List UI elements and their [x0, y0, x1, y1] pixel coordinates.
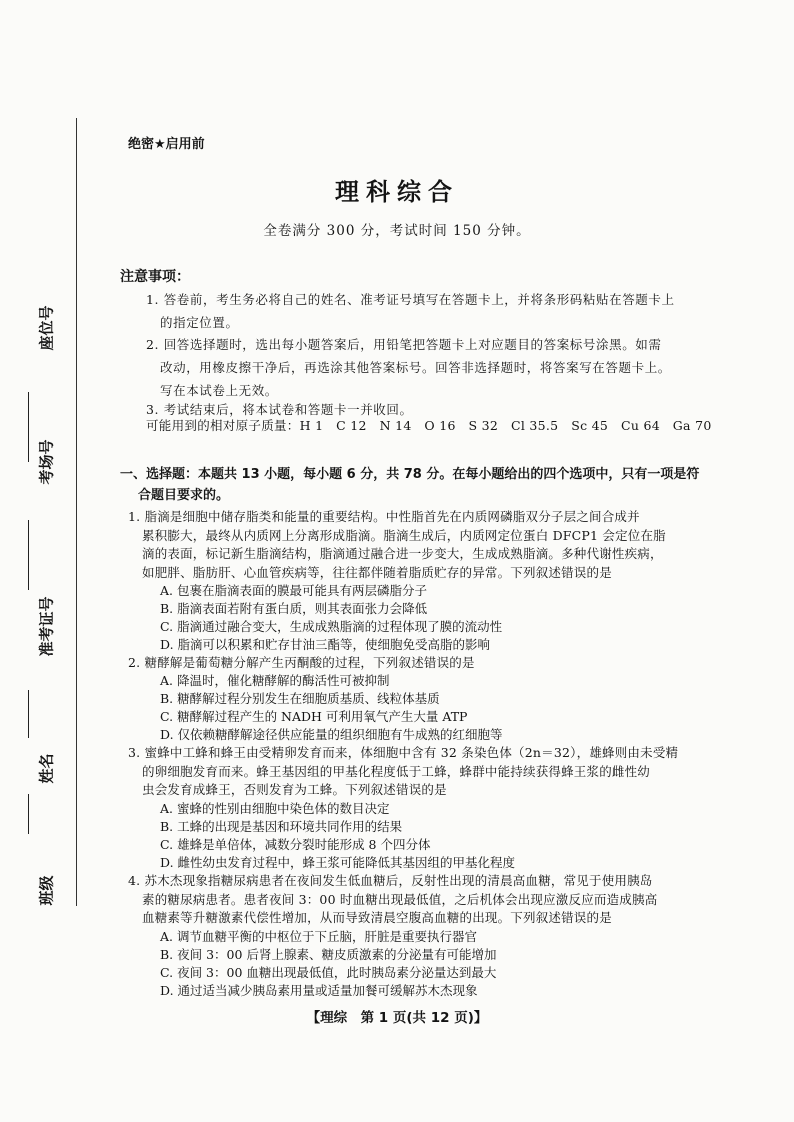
- question-4-option-d: D. 通过适当减少胰岛素用量或适量加餐可缓解苏木杰现象: [160, 983, 478, 998]
- name-rule: [28, 794, 29, 834]
- question-4-line-1: 4. 苏木杰现象指糖尿病患者在夜间发生低血糖后，反射性出现的清晨高血糖，常见于使用胰岛: [128, 873, 653, 888]
- question-2-stem: 2. 糖酵解是葡萄糖分解产生丙酮酸的过程，下列叙述错误的是: [128, 655, 475, 670]
- notice-heading: 注意事项：: [120, 269, 190, 285]
- question-3-option-c: C. 雄蜂是单倍体，减数分裂时能形成 8 个四分体: [160, 837, 431, 852]
- page-footer: 【理综 第 1 页(共 12 页)】: [306, 1010, 488, 1026]
- class-label: 班级: [37, 875, 56, 906]
- ticket-label: 准考证号: [37, 596, 56, 657]
- notice-item-1: [146, 288, 720, 334]
- room-label: 考场号: [37, 439, 56, 485]
- atomic-masses: 可能用到的相对原子质量：H 1 C 12 N 14 O 16 S 32 Cl 35.5 Sc 45 Cu 64 Ga 70: [146, 418, 712, 433]
- seat-field: [28, 290, 64, 390]
- question-1-line-2: 累积膨大，最终从内质网上分离形成脂滴。脂滴生成后，内质网定位蛋白 DFCP1 会定位在脂: [142, 527, 666, 543]
- room-rule: [28, 520, 29, 590]
- question-3-option-a: A. 蜜蜂的性别由细胞中染色体的数目决定: [160, 801, 390, 816]
- question-2-option-c: C. 糖酵解过程产生的 NADH 可利用氧气产生大量 ATP: [160, 709, 468, 724]
- notice-item-1-line-2: 的指定位置。: [160, 315, 239, 330]
- question-3-line-3: 虫会发育成蜂王，否则发育为工蜂。下列叙述错误的是: [142, 782, 447, 798]
- section-heading-line-2: 合题目要求的。: [138, 488, 230, 503]
- notice-item-1-line-1: 1. 答卷前，考生务必将自己的姓名、准考证号填写在答题卡上，并将条形码粘贴在答题卡上: [146, 292, 675, 307]
- question-3-line-1: 3. 蜜蜂中工蜂和蜂王由受精卵发育而来，体细胞中含有 32 条染色体（2n＝32），雄蜂则由未受精: [128, 745, 679, 760]
- room-field: [28, 439, 64, 556]
- notice-item-2-line-1: 2. 回答选择题时，选出每小题答案后，用铅笔把答题卡上对应题目的答案标号涂黑。如需: [146, 337, 662, 352]
- confidential-mark: 绝密★启用前: [128, 137, 205, 152]
- notice-item-2-line-3: 写在本试卷上无效。: [160, 383, 278, 398]
- ticket-field: [28, 598, 64, 698]
- question-2-option-a: A. 降温时，催化糖酵解的酶活性可被抑制: [160, 673, 390, 688]
- exam-subtitle: 全卷满分 300 分，考试时间 150 分钟。: [263, 223, 531, 239]
- question-4-line-2: 素的糖尿病患者。患者夜间 3：00 时血糖出现最低值，之后机体会出现应激反应而造成胰高: [142, 891, 658, 907]
- question-3-option-d: D. 雌性幼虫发育过程中，蜂王浆可能降低其基因组的甲基化程度: [160, 855, 516, 870]
- exam-title: 理科综合: [335, 178, 459, 206]
- question-1-option-d: D. 脂滴可以积累和贮存甘油三酯等，使细胞免受高脂的影响: [160, 637, 491, 652]
- name-label: 姓名: [37, 753, 56, 784]
- question-1-line-3: 滴的表面，标记新生脂滴结构，脂滴通过融合进一步变大，生成成熟脂滴。多种代谢性疾病，: [142, 546, 663, 562]
- question-1-line-4: 如肥胖、脂肪肝、心血管疾病等，往往都伴随着脂质贮存的异常。下列叙述错误的是: [142, 564, 612, 580]
- question-2-option-b: B. 糖酵解过程分别发生在细胞质基质、线粒体基质: [160, 691, 440, 706]
- seat-rule: [28, 392, 29, 462]
- question-1-line-1: 1. 脂滴是细胞中储存脂类和能量的重要结构。中性脂首先在内质网磷脂双分子层之间合成并: [128, 509, 640, 524]
- seat-label: 座位号: [37, 305, 56, 351]
- question-1-option-b: B. 脂滴表面若附有蛋白质，则其表面张力会降低: [160, 601, 428, 616]
- question-1-option-a: A. 包裹在脂滴表面的膜最可能具有两层磷脂分子: [160, 583, 427, 598]
- question-3-option-b: B. 工蜂的出现是基因和环境共同作用的结果: [160, 819, 403, 834]
- question-3-line-2: 的卵细胞发育而来。蜂王基因组的甲基化程度低于工蜂，蜂群中能持续获得蜂王浆的雌性幼: [142, 763, 651, 779]
- section-heading: [120, 464, 720, 506]
- notice-item-2-line-2: 改动，用橡皮擦干净后，再选涂其他答案标号。回答非选择题时，将答案写在答题卡上。: [160, 360, 671, 375]
- section-heading-line-1: 一、选择题：本题共 13 小题，每小题 6 分，共 78 分。在每小题给出的四个选项中，只有一项是符: [120, 467, 700, 482]
- name-field: [28, 730, 64, 810]
- question-2-option-d: D. 仅依赖糖酵解途径供应能量的组织细胞有牛成熟的红细胞等: [160, 727, 503, 742]
- notice-item-3: 3. 考试结束后，将本试卷和答题卡一并收回。: [146, 402, 413, 417]
- question-1-option-c: C. 脂滴通过融合变大，生成成熟脂滴的过程体现了膜的流动性: [160, 619, 503, 634]
- class-field: [28, 860, 64, 940]
- question-1-stem: [128, 508, 720, 582]
- question-4-line-3: 血糖素等升糖激素代偿性增加，从而导致清晨空腹高血糖的出现。下列叙述错误的是: [142, 910, 612, 926]
- question-4-option-b: B. 夜间 3：00 后肾上腺素、糖皮质激素的分泌量有可能增加: [160, 947, 497, 962]
- question-3-stem: [128, 744, 720, 800]
- question-4-stem: [128, 872, 720, 928]
- notice-item-2: [146, 333, 720, 402]
- question-4-option-a: A. 调节血糖平衡的中枢位于下丘脑，肝脏是重要执行器官: [160, 929, 477, 944]
- question-4-option-c: C. 夜间 3：00 血糖出现最低值，此时胰岛素分泌量达到最大: [160, 965, 497, 980]
